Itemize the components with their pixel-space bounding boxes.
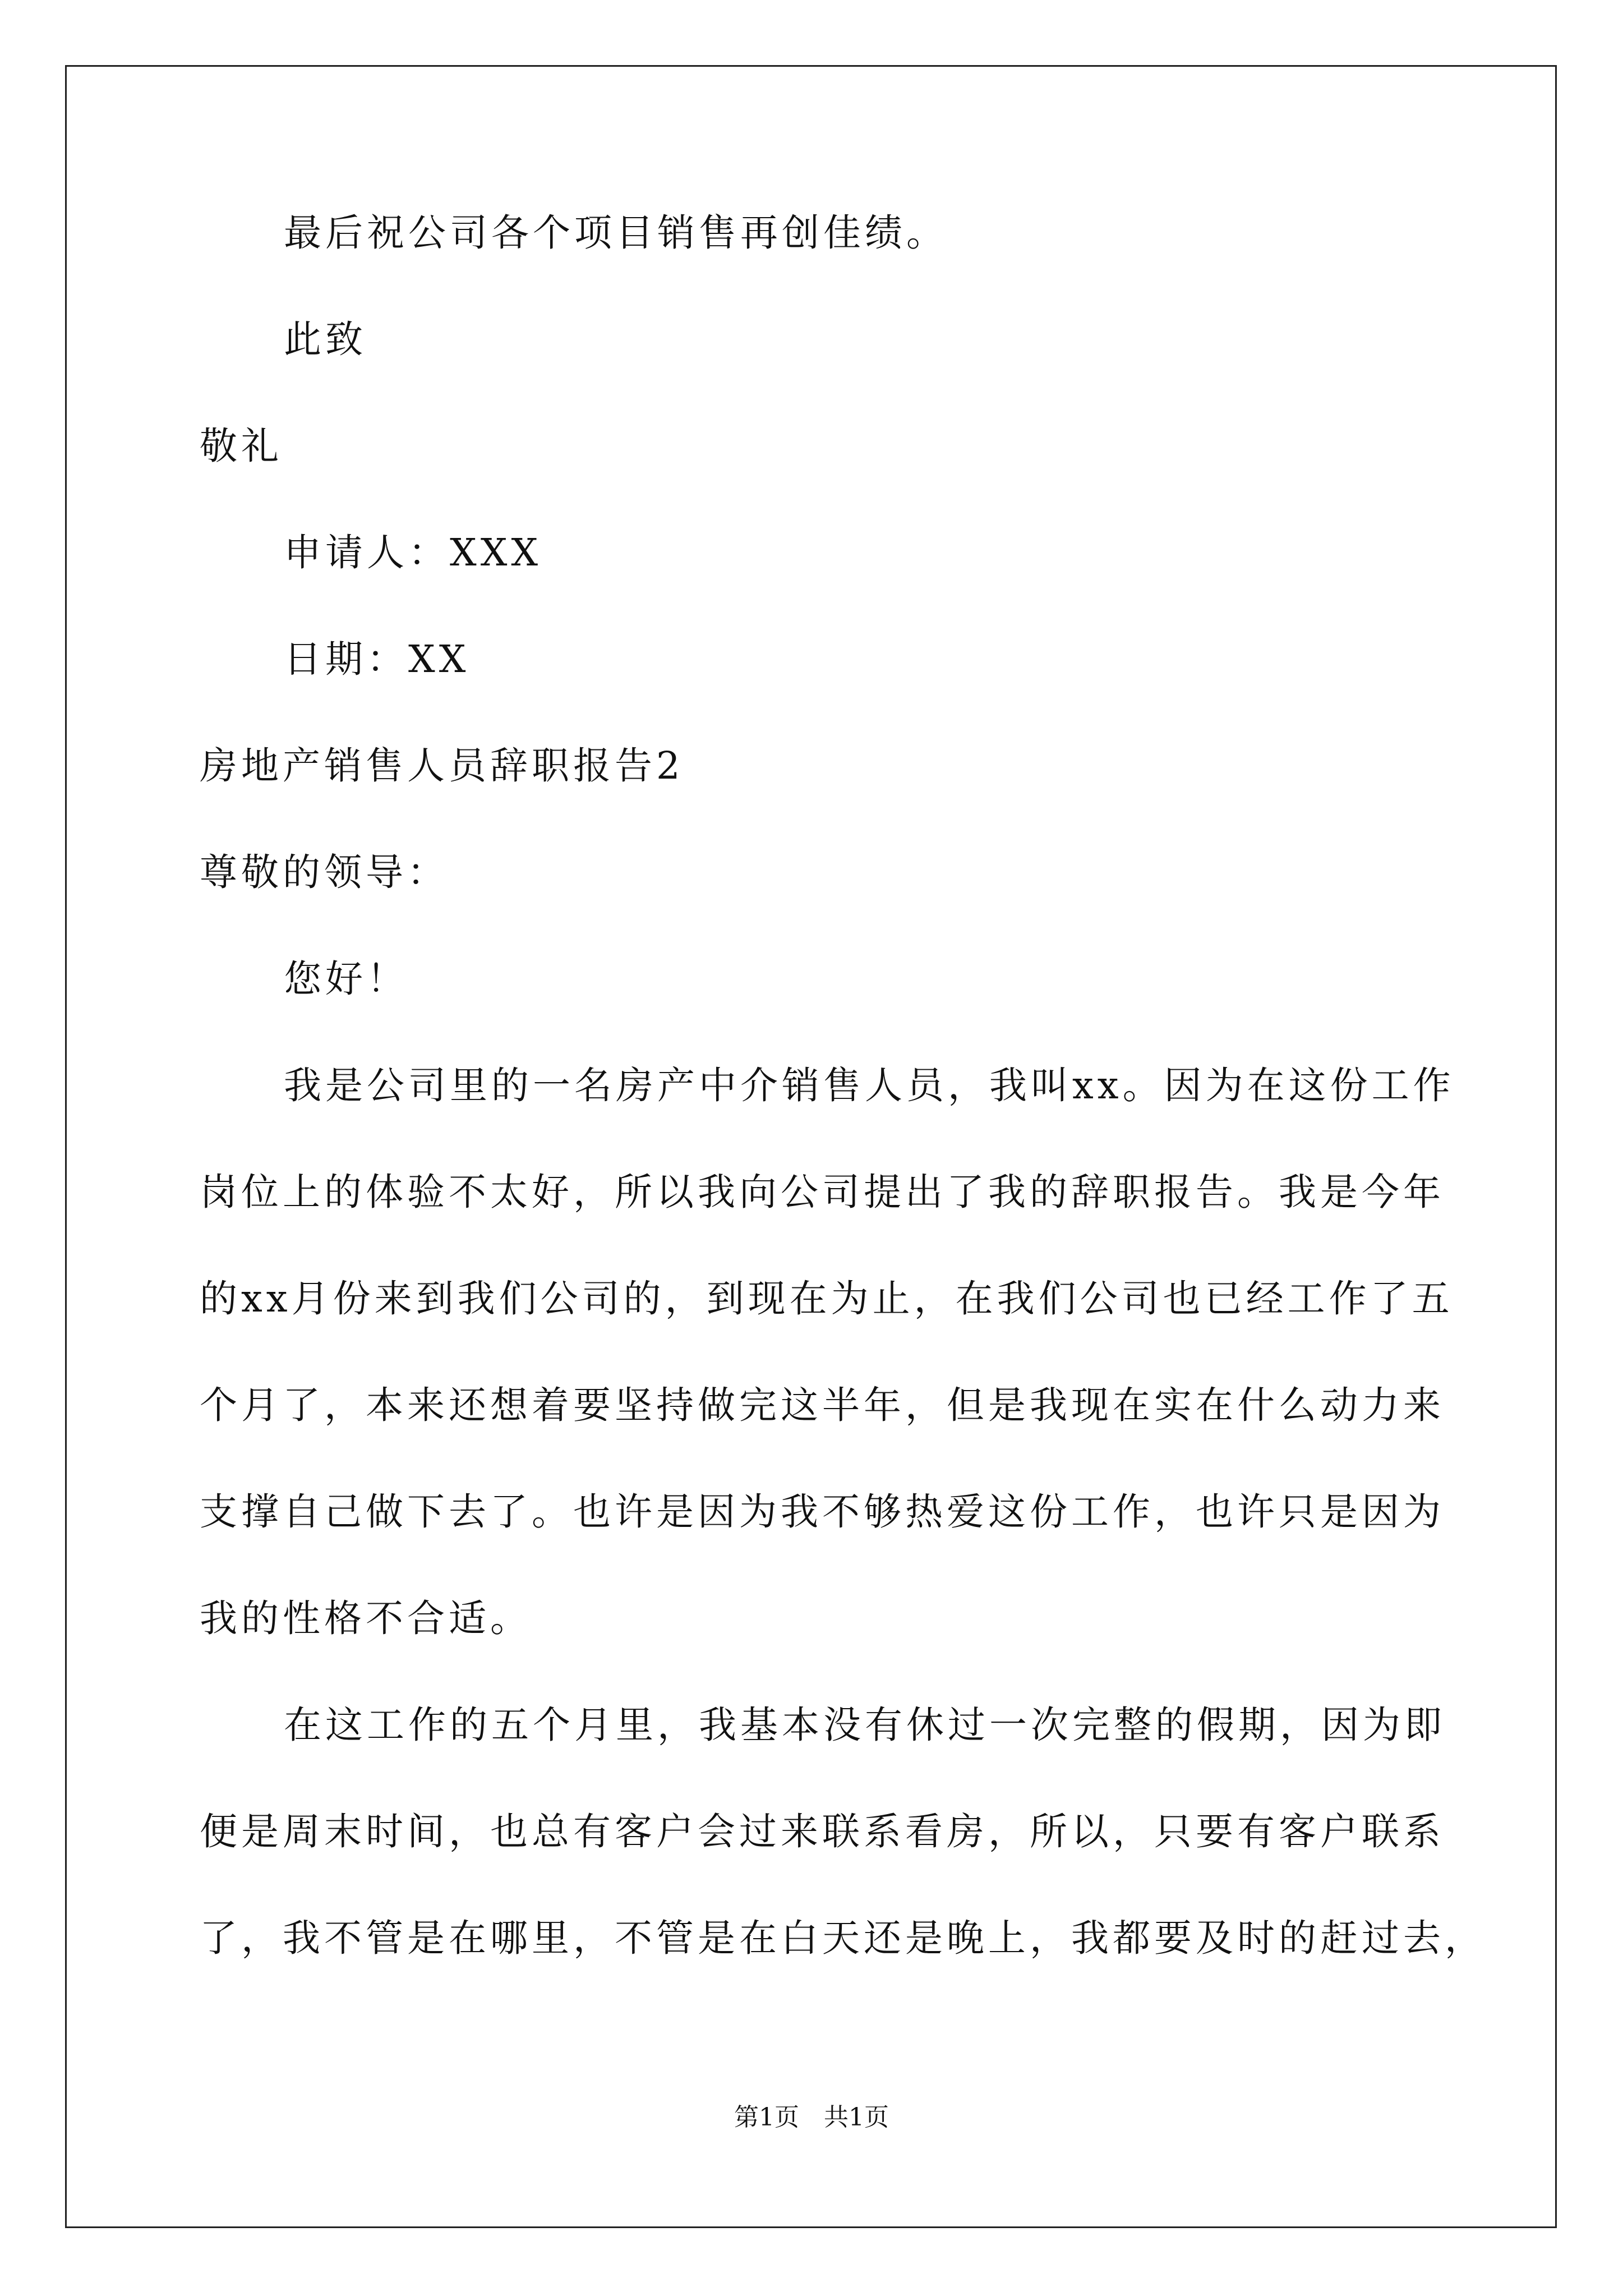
paragraph-1-line: 支撑自己做下去了。也许是因为我不够热爱这份工作，也许只是因为 (200, 1490, 1445, 1534)
paragraph-1-line: 岗位上的体验不太好，所以我向公司提出了我的辞职报告。我是今年 (200, 1170, 1445, 1214)
recipient-line: 尊敬的领导： (200, 850, 449, 894)
closing-wish-line: 最后祝公司各个项目销售再创佳绩。 (284, 211, 948, 255)
paragraph-2-line: 了，我不管是在哪里，不管是在白天还是晚上，我都要及时的赶过去， (200, 1916, 1486, 1960)
page-number-footer: 第1页 共1页 (734, 2103, 889, 2132)
paragraph-1-line: 的xx月份来到我们公司的，到现在为止，在我们公司也已经工作了五 (200, 1277, 1454, 1320)
salutation-to: 此致 (284, 318, 367, 361)
paragraph-1-line: 个月了，本来还想着要坚持做完这半年，但是我现在实在什么动力来 (200, 1383, 1445, 1427)
date-line: 日期：XX (284, 637, 470, 681)
applicant-line: 申请人：XXX (284, 531, 542, 574)
paragraph-1-line: 我的性格不合适。 (200, 1596, 532, 1640)
paragraph-2-line: 在这工作的五个月里，我基本没有休过一次完整的假期，因为即 (284, 1703, 1446, 1747)
paragraph-1-line: 我是公司里的一名房产中介销售人员，我叫xx。因为在这份工作 (284, 1064, 1455, 1107)
salutation-regards: 敬礼 (200, 424, 283, 468)
paragraph-2-line: 便是周末时间，也总有客户会过来联系看房，所以，只要有客户联系 (200, 1810, 1445, 1853)
section-title: 房地产销售人员辞职报告2 (200, 744, 684, 788)
page-border (65, 65, 1557, 2228)
greeting-line: 您好！ (284, 957, 408, 1001)
